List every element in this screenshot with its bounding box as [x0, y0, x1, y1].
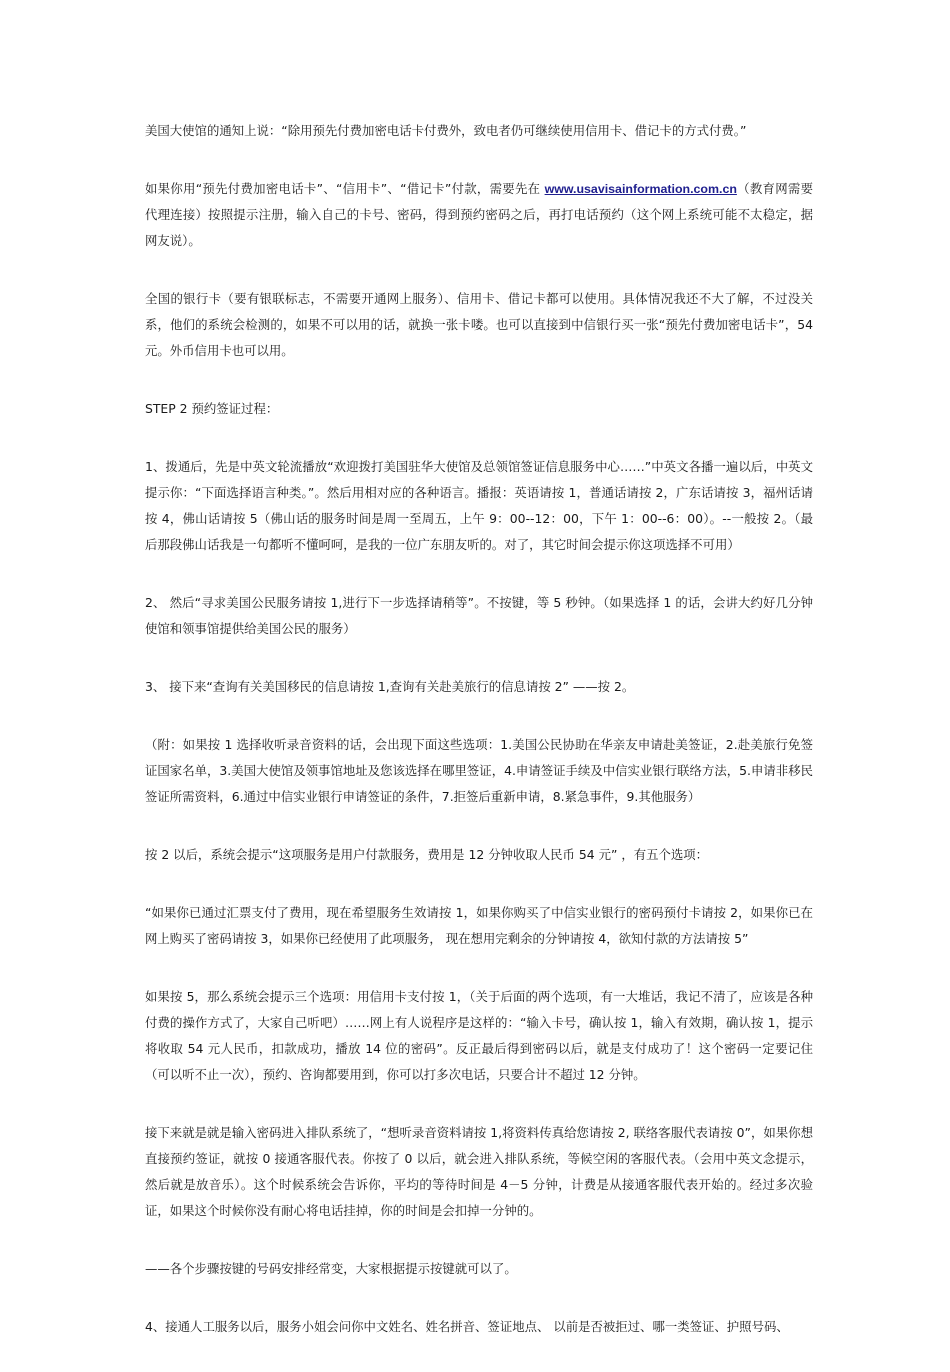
paragraph-step-1: 1、拨通后，先是中英文轮流播放“欢迎拨打美国驻华大使馆及总领馆签证信息服务中心……”中英文各播一遍以后，中英文提示你：“下面选择语言种类。”。然后用相对应的各种语言。播报：英语请按 1，普通话请按 2，广东话请按 3，福州话请按 4，佛山话请按 5（佛山话的服务时间是周一至周五，上午 9：00--12：00，下午 1：00--6：00）。--一般按 2。（最后那段佛山话我是一句都听不懂呵呵，是我的一位广东朋友听的。对了，其它时间会提示你这项选择不可用）: [145, 459, 813, 552]
usavisainformation-link[interactable]: www.usavisainformation.com.cn: [544, 182, 737, 196]
document-body: [145, 118, 813, 1372]
paragraph-payment-registration: [145, 176, 813, 254]
paragraph-text: 如果你用“预先付费加密电话卡”、“信用卡”、“借记卡”付款，需要先在: [145, 181, 545, 196]
paragraph-bank-cards: 全国的银行卡（要有银联标志，不需要开通网上服务）、信用卡、借记卡都可以使用。具体情况我还不大了解，不过没关系，他们的系统会检测的，如果不可以用的话，就换一张卡喽。也可以直接到中信银行买一张“预先付费加密电话卡”，54 元。外币信用卡也可以用。: [145, 291, 813, 358]
paragraph-step2-heading: STEP 2 预约签证过程：: [145, 401, 279, 416]
paragraph-step-2: 2、 然后“寻求美国公民服务请按 1,进行下一步选择请稍等”。不按键，等 5 秒钟。（如果选择 1 的话，会讲大约好几分钟使馆和领事馆提供给美国公民的服务）: [145, 595, 813, 636]
paragraph-press-2: 按 2 以后，系统会提示“这项服务是用户付款服务，费用是 12 分钟收取人民币 54 元” ，有五个选项：: [145, 847, 709, 862]
paragraph-note: ——各个步骤按键的号码安排经常变，大家根据提示按键就可以了。: [145, 1261, 517, 1276]
paragraph-press-5: 如果按 5，那么系统会提示三个选项：用信用卡支付按 1，（关于后面的两个选项，有一大堆话，我记不清了，应该是各种付费的操作方式了，大家自己听吧）……网上有人说程序是这样的：“输入卡号，确认按 1，输入有效期，确认按 1，提示将收取 54 元人民币，扣款成功，播放 14 位的密码”。反正最后得到密码以后，就是支付成功了！这个密码一定要记住（可以听不止一次），预约、咨询都要用到，你可以打多次电话，只要合计不超过 12 分钟。: [145, 989, 813, 1082]
paragraph-step-4: 4、接通人工服务以后，服务小姐会问你中文姓名、姓名拼音、签证地点、 以前是否被拒过、哪一类签证、护照号码、: [145, 1319, 789, 1334]
paragraph-step-3: 3、 接下来“查询有关美国移民的信息请按 1,查询有关赴美旅行的信息请按 2” ——按 2。: [145, 679, 635, 694]
paragraph-text: （教育网需要代理连接）按照提示注册，输入自己的卡号、密码，得到预约密码之后，再打电话预约（这个网上系统可能不太稳定，据网友说）。: [145, 181, 813, 248]
paragraph-appendix-options: （附：如果按 1 选择收听录音资料的话，会出现下面这些选项：1.美国公民协助在华亲友申请赴美签证，2.赴美旅行免签证国家名单，3.美国大使馆及领事馆地址及您该选择在哪里签证，4.申请签证手续及中信实业银行联络方法，5.申请非移民签证所需资料，6.通过中信实业银行申请签证的条件，7.拒签后重新申请，8.紧急事件，9.其他服务）: [145, 737, 813, 804]
paragraph-queue-system: 接下来就是就是输入密码进入排队系统了，“想听录音资料请按 1,将资料传真给您请按 2, 联络客服代表请按 0”，如果你想直接预约签证，就按 0 接通客服代表。你按了 0 以后，就会进入排队系统，等候空闲的客服代表。（会用中英文念提示，然后就是放音乐）。这个时候系统会告诉你，平均的等待时间是 4－5 分钟，计费是从接通客服代表开始的。经过多次验证，如果这个时候你没有耐心将电话挂掉，你的时间是会扣掉一分钟的。: [145, 1125, 813, 1218]
paragraph-embassy-notice: 美国大使馆的通知上说：“除用预先付费加密电话卡付费外，致电者仍可继续使用信用卡、借记卡的方式付费。”: [145, 123, 747, 138]
paragraph-five-options: “如果你已通过汇票支付了费用，现在希望服务生效请按 1，如果你购买了中信实业银行的密码预付卡请按 2，如果你已在网上购买了密码请按 3，如果你已经使用了此项服务， 现在想用完剩余的分钟请按 4，欲知付款的方法请按 5”: [145, 905, 813, 946]
